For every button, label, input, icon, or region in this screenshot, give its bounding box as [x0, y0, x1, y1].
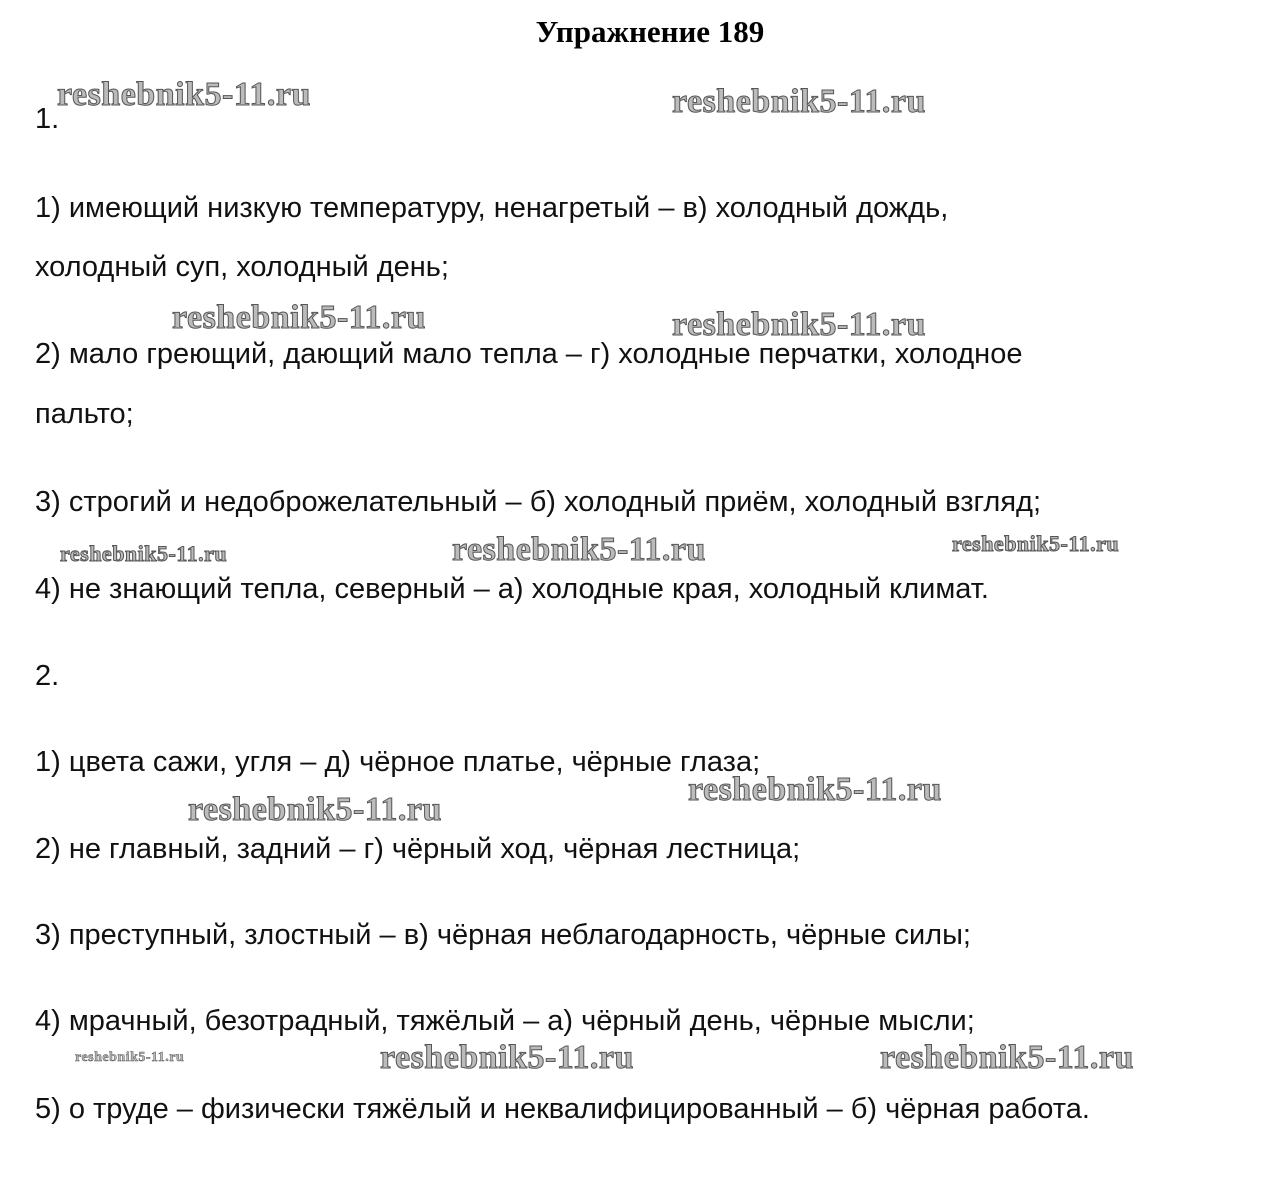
- watermark: reshebnik5-11.ru: [672, 306, 926, 343]
- answer-line: 1) цвета сажи, угля – д) чёрное платье, чёрные глаза;: [35, 746, 761, 778]
- answer-line: 4) не знающий тепла, северный – а) холодные края, холодный климат.: [35, 573, 989, 605]
- answer-line: 2) мало греющий, дающий мало тепла – г) холодные перчатки, холодное: [35, 338, 1023, 370]
- watermark: reshebnik5-11.ru: [952, 531, 1120, 556]
- answer-line: 2) не главный, задний – г) чёрный ход, чёрная лестница;: [35, 833, 801, 865]
- answer-line: 1) имеющий низкую температуру, ненагретый – в) холодный дождь,: [35, 192, 949, 224]
- watermark: reshebnik5-11.ru: [57, 76, 311, 113]
- answer-line: 3) строгий и недоброжелательный – б) холодный приём, холодный взгляд;: [35, 486, 1042, 518]
- watermark: reshebnik5-11.ru: [75, 1050, 185, 1065]
- answer-line: пальто;: [35, 398, 134, 430]
- section-number: 1.: [35, 103, 60, 135]
- watermark: reshebnik5-11.ru: [172, 299, 426, 336]
- answer-line: холодный суп, холодный день;: [35, 251, 449, 283]
- watermark: reshebnik5-11.ru: [880, 1039, 1134, 1076]
- watermark: reshebnik5-11.ru: [188, 791, 442, 828]
- watermark: reshebnik5-11.ru: [688, 771, 942, 808]
- answer-line: 4) мрачный, безотрадный, тяжёлый – а) чёрный день, чёрные мысли;: [35, 1005, 975, 1037]
- answer-line: 5) о труде – физически тяжёлый и неквалифицированный – б) чёрная работа.: [35, 1093, 1090, 1125]
- section-number: 2.: [35, 660, 60, 692]
- watermark: reshebnik5-11.ru: [380, 1039, 634, 1076]
- watermark: reshebnik5-11.ru: [672, 83, 926, 120]
- watermark: reshebnik5-11.ru: [60, 541, 228, 566]
- answer-line: 3) преступный, злостный – в) чёрная неблагодарность, чёрные силы;: [35, 919, 971, 951]
- exercise-title: Упражнение 189: [535, 14, 765, 49]
- watermark: reshebnik5-11.ru: [452, 531, 706, 568]
